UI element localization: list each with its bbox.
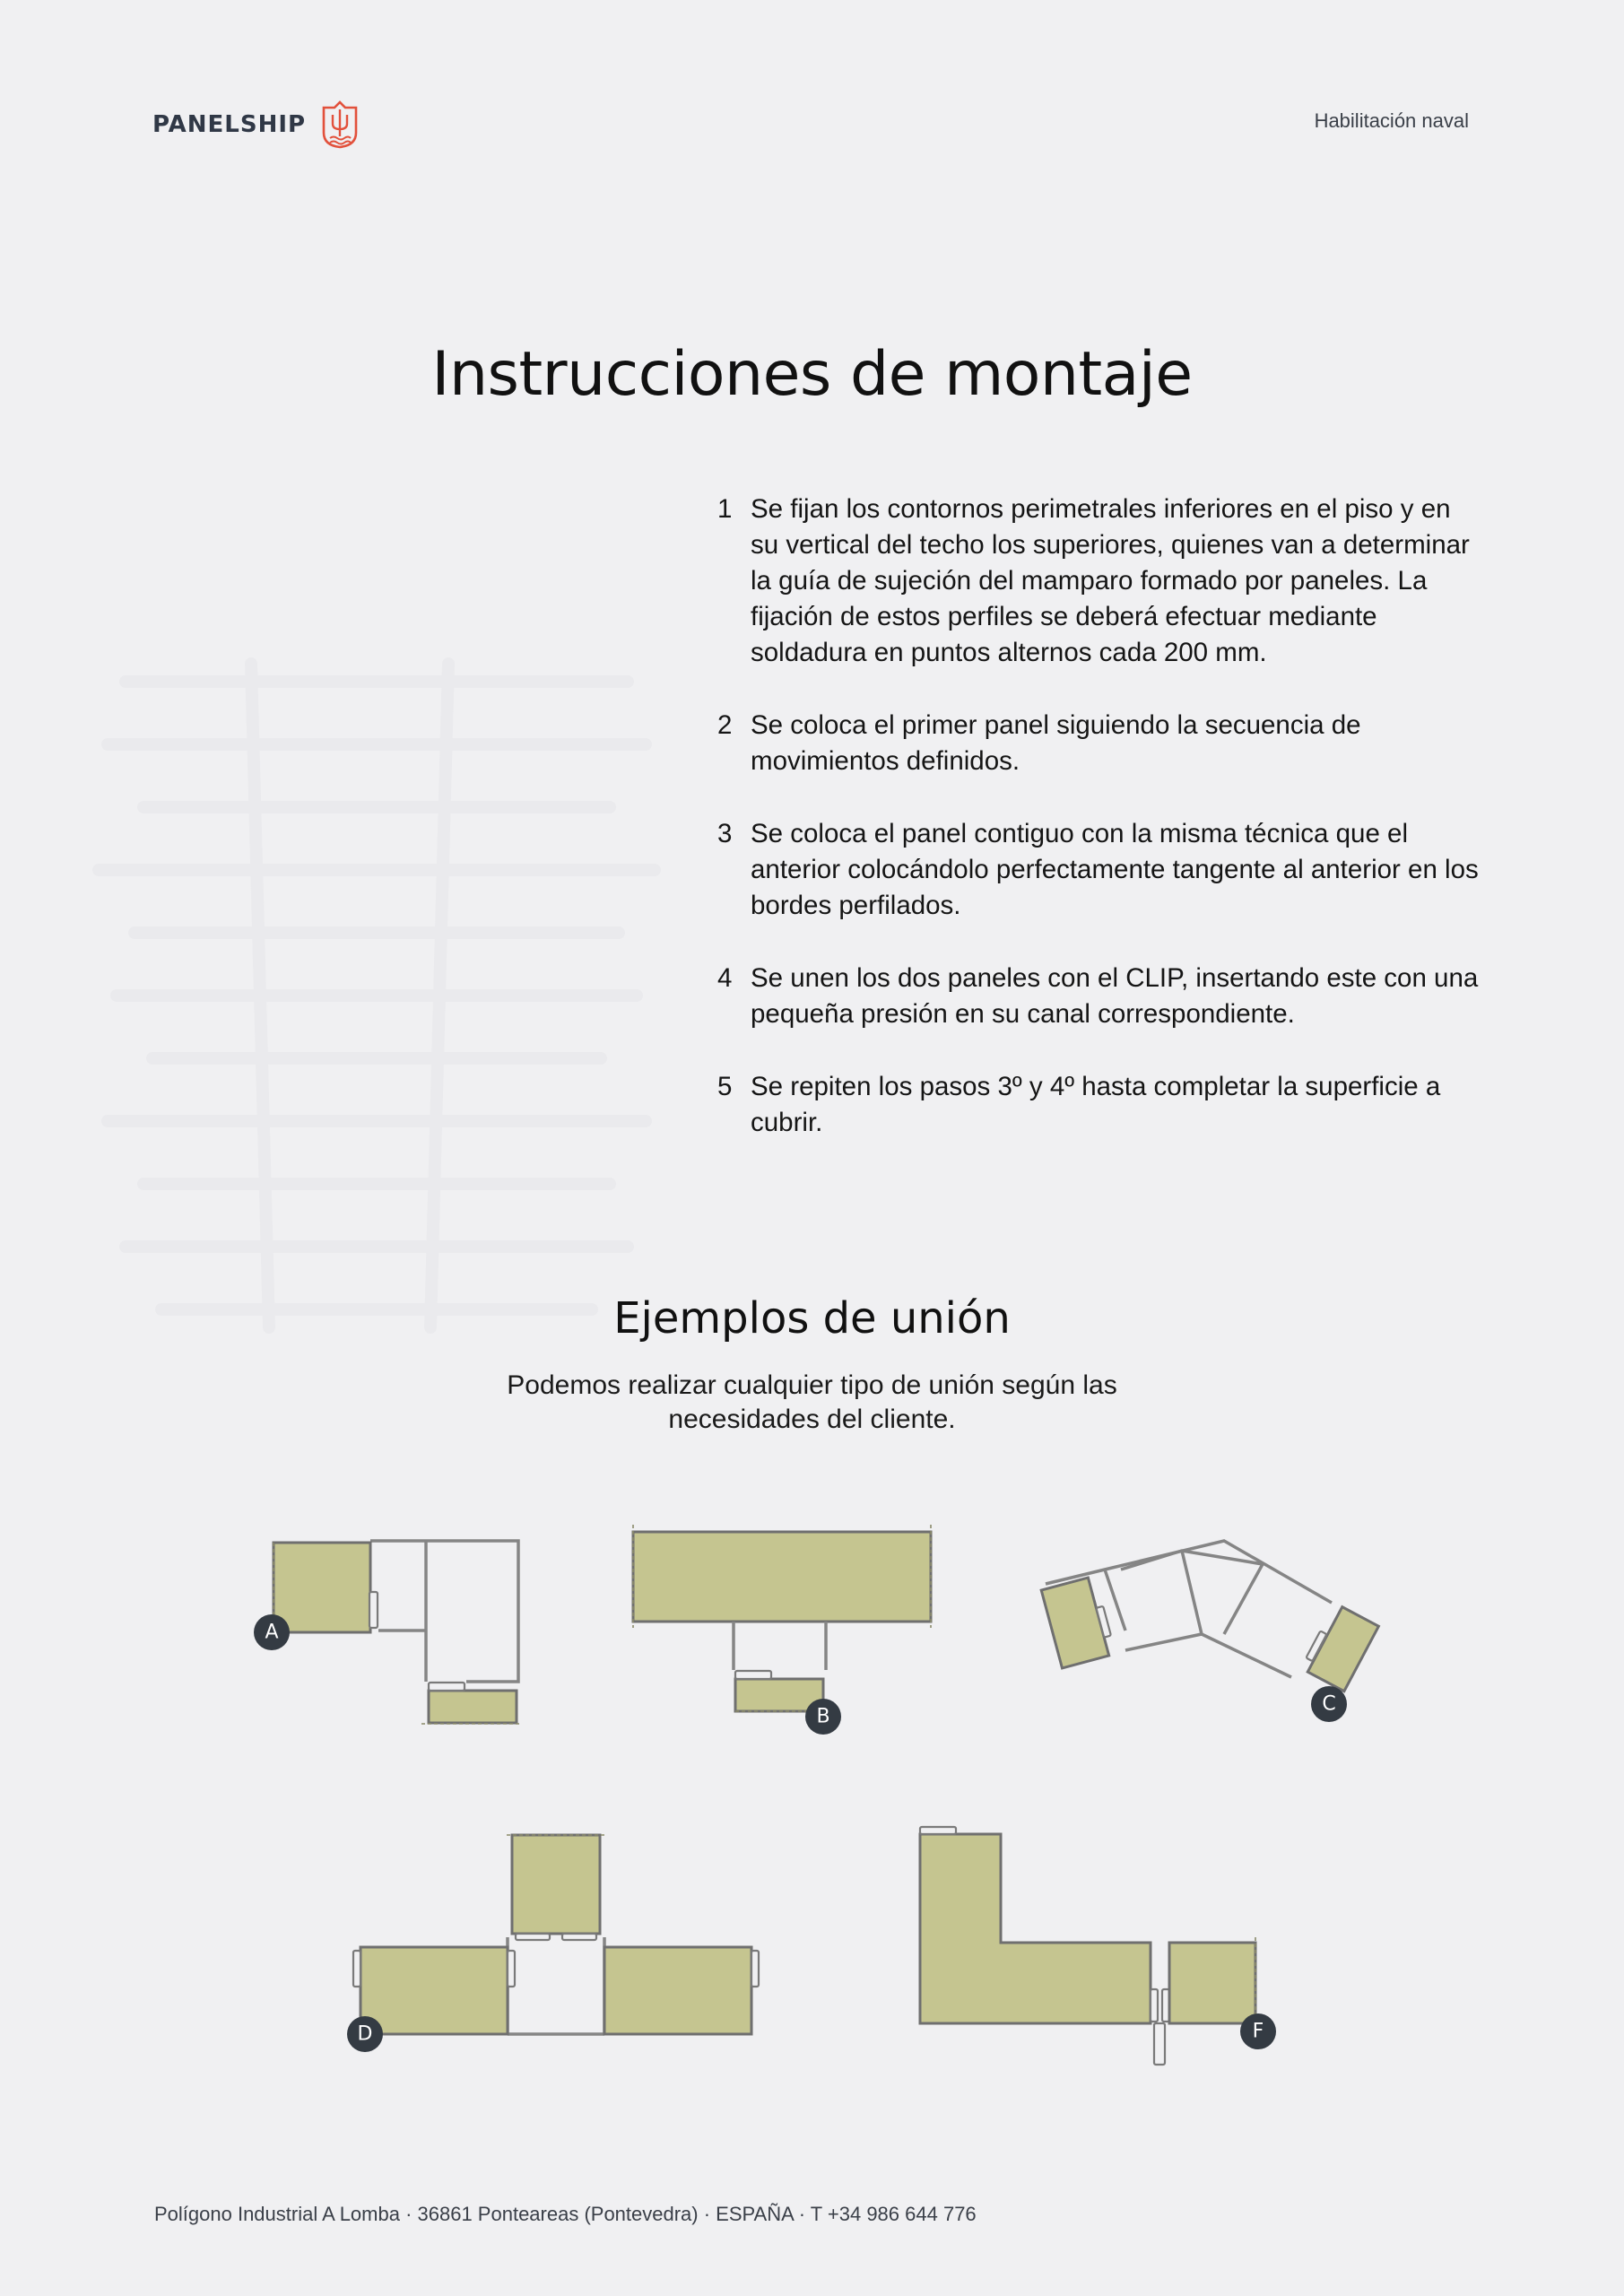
joint-example-d xyxy=(347,1835,759,2052)
joint-example-a xyxy=(254,1541,522,1724)
step-number: 4 xyxy=(717,963,733,993)
label-c: C xyxy=(1322,1692,1336,1716)
step-text: Se fijan los contornos perimetrales inferiores en el piso y en su vertical del techo los superiores, quienes van a determinar la guía de sujeción del mamparo formado por paneles. La fijación de estos perfiles se deberá efectuar mediante soldadura en puntos alternos cada 200 mm. xyxy=(751,494,1470,667)
label-a: A xyxy=(265,1621,279,1644)
step-number: 3 xyxy=(717,819,733,848)
step-text: Se unen los dos paneles con el CLIP, insertando este con una pequeña presión en su canal correspondiente. xyxy=(751,963,1479,1029)
joint-example-f xyxy=(920,1827,1276,2065)
page-title: Instrucciones de montaje xyxy=(431,339,1193,410)
step-text: Se coloca el panel contiguo con la misma técnica que el anterior colocándolo perfectamente tangente al anterior en los bordes perfilados. xyxy=(751,819,1479,920)
step-number: 2 xyxy=(717,710,733,740)
step-number: 1 xyxy=(717,494,733,524)
brand-name: PANELSHIP xyxy=(152,111,307,138)
step-text: Se coloca el primer panel siguiendo la secuencia de movimientos definidos. xyxy=(751,710,1361,776)
joint-example-b xyxy=(633,1525,931,1735)
section-label: Habilitación naval xyxy=(1314,109,1469,132)
examples-description: Podemos realizar cualquier tipo de unión según las necesidades del cliente. xyxy=(507,1370,1117,1434)
label-b: B xyxy=(816,1705,830,1728)
footer-address: Polígono Industrial A Lomba · 36861 Ponteareas (Pontevedra) · ESPAÑA · T +34 986 644 776 xyxy=(154,2203,977,2225)
label-f: F xyxy=(1252,2020,1264,2043)
examples-title: Ejemplos de unión xyxy=(613,1293,1011,1344)
label-d: D xyxy=(357,2022,373,2046)
step-text: Se repiten los pasos 3º y 4º hasta completar la superficie a cubrir. xyxy=(751,1072,1441,1137)
joint-example-c xyxy=(1041,1541,1378,1722)
step-number: 5 xyxy=(717,1072,733,1101)
